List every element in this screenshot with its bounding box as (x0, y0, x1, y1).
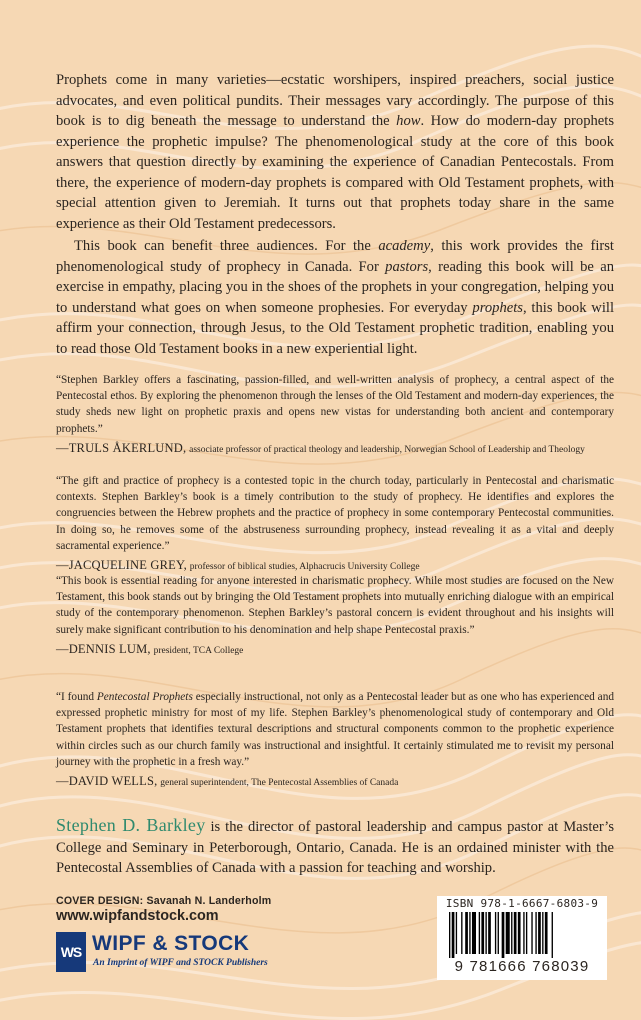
barcode-bar (472, 912, 476, 954)
description-paragraph-2: This book can benefit three audiences. For the academy, this work provides the first phenomenological study of prophecy in Canada. For pastors, reading this book will be an exercise in empathy, placing you in the shoes of the prophets in your congregation, helping you to understand what goes on when someone prophesies. For everyday prophets, this book will affirm your connection, through Jesus, to the Old Testament prophetic tradition, enabling you to read those Old Testament books in a new experiential light. (56, 238, 614, 357)
author-name: Stephen D. Barkley (56, 815, 206, 835)
endorsement-lum (56, 573, 614, 659)
barcode-bar (498, 912, 499, 954)
barcode-bar (495, 912, 496, 954)
endorsement-text: “The gift and practice of prophecy is a contested topic in the church today, particularly in Pentecostal and charismatic contexts. Stephen Barkley’s book is a timely contribution to the study of prophecy. He identifies and explores the congruencies between the Hebrew prophets and the practice of prophecy in some contemporary Pentecostal communities. In doing so, he removes some of the abstruseness surrounding prophecy, instead revealing it as a vital and deeply sacramental experience.” (56, 475, 614, 552)
isbn-label: ISBN 978-1-6667-6803-9 (445, 897, 599, 910)
book-description (56, 70, 614, 359)
barcode-bar (461, 912, 462, 954)
endorsement-attribution (56, 773, 614, 791)
barcode-bar (542, 912, 543, 954)
barcode-bars-icon (449, 912, 595, 958)
barcode-bar (514, 912, 517, 954)
description-paragraph-1: Prophets come in many varieties—ecstatic worshipers, inspired preachers, social justice advocates, and even political pundits. Their messages vary accordingly. The purpose of this book is to dig beneath the message to understand the how. How do modern-day prophets experience the prophetic impulse? The phenomenological study at the core of this book answers that question directly by examining the experience of Canadian Pentecostals. From there, the experience of modern-day prophets is compared with Old Testament prophets, with special attention given to Jeremiah. It turns out that prophets today share in the same experience as their Old Testament predecessors. (56, 72, 614, 232)
barcode-bar (526, 912, 527, 954)
endorser-role: associate professor of practical theology and leadership, Norwegian School of Leadership and Theology (189, 444, 585, 455)
barcode-bar (535, 912, 536, 954)
endorser-name: —TRULS ÅKERLUND, (56, 440, 187, 455)
barcode-digits: 9 781666 768039 (454, 958, 590, 975)
endorsement-grey (56, 473, 614, 575)
author-bio-text: is the director of pastoral leadership and campus pastor at Master’s College and Seminary in Peterborough, Ontario, Canada. He is an ordained minister with the Pentecostal Assemblies of Canada with a passion for teaching and worship. (56, 819, 614, 876)
endorser-name: —JACQUELINE GREY, (56, 558, 187, 573)
author-bio (56, 815, 614, 879)
barcode-bar (479, 912, 480, 954)
endorsement-text: “This book is essential reading for anyone interested in charismatic prophecy. While most studies are focused on the New Testament, this book stands out by bringing the Old Testament prophets into mutually enriching dialogue with an empirical study of the contemporary phenomenon. Stephen Barkley’s pastoral concern is evident throughout and his insights will surely make significant contribution to his denomination and help shape Pentecostal praxis.” (56, 575, 614, 636)
barcode-bar (502, 912, 505, 958)
barcode-bar (518, 912, 521, 954)
endorsement-akerlund (56, 372, 614, 458)
isbn-barcode (437, 896, 607, 980)
credits (56, 895, 271, 924)
cover-design-credit: COVER DESIGN: Savanah N. Landerholm (56, 895, 272, 907)
endorsement-text: “I found Pentecostal Prophets especially instructional, not only as a Pentecostal leader but as one who has experienced and expressed prophetic ministry for most of my life. Stephen Barkley’s phenomenological study of contemporary and Old Testament prophets that identifies textural descriptions and structural components common to the prophetic experience within circles such as our church family was instructional and insightful. It certainly stimulated me to revisit my personal journey with the prophetic in a fresh way.” (56, 691, 614, 768)
barcode-bar (506, 912, 510, 954)
barcode-bar (531, 912, 532, 954)
barcode-bar (545, 912, 548, 954)
endorser-name: —DENNIS LUM, (56, 641, 151, 656)
barcode-bar (523, 912, 524, 954)
endorsement-wells (56, 689, 614, 791)
publisher-website: www.wipfandstock.com (56, 908, 219, 924)
barcode-bar (449, 912, 450, 958)
publisher-imprint: An Imprint of WIPF and STOCK Publishers (93, 958, 268, 968)
publisher-name: WIPF & STOCK (92, 932, 250, 955)
barcode-bar (538, 912, 541, 954)
endorsement-text: “Stephen Barkley offers a fascinating, passion-filled, and well-written analysis of prophecy, a central aspect of the Pentecostal ethos. By exploring the phenomenon through the lenses of the Old Testament and modern-day experiences, the study sheds new light on prophetic praxis and opens new vistas for understanding both ancient and contemporary prophets.” (56, 374, 614, 435)
barcode-bar (465, 912, 468, 954)
publisher-logo (56, 932, 286, 974)
publisher-mark-icon: WS (56, 932, 86, 972)
barcode-bar (452, 912, 455, 958)
endorser-name: —DAVID WELLS, (56, 774, 158, 789)
endorser-role: president, TCA College (153, 645, 244, 656)
endorsement-attribution (56, 641, 614, 659)
barcode-bar (552, 912, 553, 958)
endorser-role: general superintendent, The Pentecostal Assemblies of Canada (160, 778, 399, 789)
barcode-bar (485, 912, 486, 954)
barcode-bar (488, 912, 491, 954)
barcode-bar (469, 912, 470, 954)
endorsement-attribution (56, 440, 614, 458)
barcode-bar (511, 912, 512, 954)
barcode-bar (481, 912, 484, 954)
barcode-bar (456, 912, 457, 954)
endorser-role: professor of biblical studies, Alphacrucis University College (189, 562, 420, 573)
